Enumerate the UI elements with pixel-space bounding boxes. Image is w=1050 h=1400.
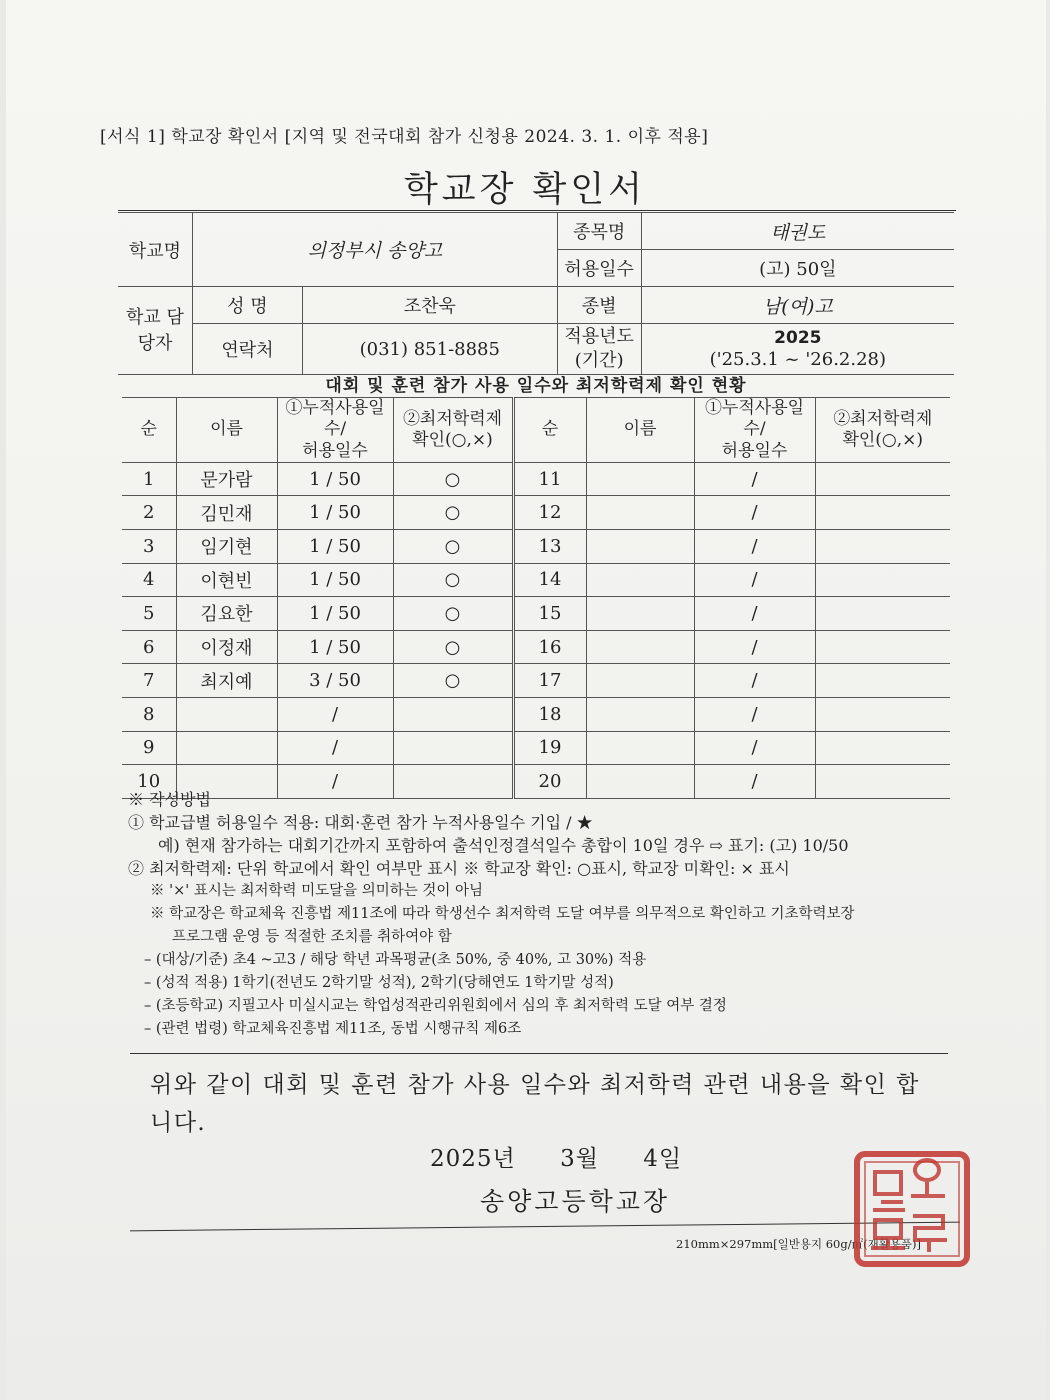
allowed-days-label: 허용일수 bbox=[557, 250, 641, 287]
form-label: [서식 1] 학교장 확인서 [지역 및 전국대회 참가 신청용 2024. 3. 1. 이후 적용] bbox=[100, 127, 709, 147]
note-2-b: ※ 학교장은 학교체육 진흥법 제11조에 따라 학생선수 최저학력 도달 여부를 의무적으로 확인하고 기초학력보장 bbox=[150, 906, 855, 922]
cell-days: 1 / 50 bbox=[277, 496, 393, 530]
name-label: 성 명 bbox=[192, 287, 302, 324]
principal-name: 송양고등학교장 bbox=[480, 1187, 671, 1216]
table-row bbox=[122, 529, 950, 563]
cell-no: 18 bbox=[513, 697, 586, 731]
note-2-b2: 프로그램 운영 등 적절한 조치를 취하여야 함 bbox=[172, 929, 452, 945]
cell-no: 12 bbox=[513, 496, 586, 530]
table-row bbox=[122, 630, 950, 664]
cell-no: 6 bbox=[122, 630, 176, 664]
header-line: 확인(○,×) bbox=[842, 429, 924, 450]
cell-name bbox=[176, 697, 277, 731]
detail-2: – (성적 적용) 1학기(전년도 2학기말 성적), 2학기(당해연도 1학기말 성적) bbox=[144, 975, 614, 991]
cell-days: / bbox=[694, 630, 815, 664]
cell-check bbox=[815, 731, 950, 765]
cell-no: 13 bbox=[513, 529, 586, 563]
cell-no: 15 bbox=[513, 597, 586, 631]
cell-days: / bbox=[694, 563, 815, 597]
cell-name: 김민재 bbox=[176, 496, 277, 530]
info-table bbox=[118, 212, 954, 375]
cell-check bbox=[815, 529, 950, 563]
cell-days: / bbox=[277, 731, 393, 765]
cell-no: 1 bbox=[122, 462, 176, 496]
table-row bbox=[122, 597, 950, 631]
detail-3: – (초등학교) 지필고사 미실시교는 학업성적관리위원회에서 심의 후 최저학력 도달 여부 결정 bbox=[144, 998, 727, 1014]
date-day: 4일 bbox=[643, 1146, 683, 1172]
cell-name bbox=[586, 462, 694, 496]
header-line: 허용일수 bbox=[302, 440, 368, 461]
header-line: ①누적사용일수/ bbox=[704, 398, 805, 440]
cell-no: 9 bbox=[122, 731, 176, 765]
cell-days: / bbox=[277, 765, 393, 799]
cell-no: 20 bbox=[513, 765, 586, 799]
cell-check bbox=[393, 697, 513, 731]
header-name: 이름 bbox=[176, 398, 277, 463]
sport-value: 태권도 bbox=[641, 213, 954, 250]
cell-no: 8 bbox=[122, 697, 176, 731]
cell-check: ○ bbox=[393, 597, 513, 631]
header-name: 이름 bbox=[586, 398, 694, 463]
name-value: 조찬욱 bbox=[302, 287, 557, 324]
cell-days: / bbox=[694, 529, 815, 563]
cell-days: 3 / 50 bbox=[277, 664, 393, 698]
cell-no: 2 bbox=[122, 496, 176, 530]
table-row bbox=[122, 697, 950, 731]
document-title: 학교장 확인서 bbox=[404, 170, 646, 210]
footer-paper-spec: 210mm×297mm[일반용지 60g/㎡(재활용품)] bbox=[676, 1237, 921, 1251]
cell-check: ○ bbox=[393, 664, 513, 698]
date-month: 3월 bbox=[560, 1146, 599, 1172]
cell-days: 1 / 50 bbox=[277, 462, 393, 496]
header-line: 확인(○,×) bbox=[412, 429, 493, 450]
top-rule bbox=[118, 210, 956, 211]
cell-check bbox=[393, 731, 513, 765]
cell-name bbox=[586, 630, 694, 664]
allowed-days-value: (고) 50일 bbox=[641, 250, 954, 287]
cell-check: ○ bbox=[393, 529, 513, 563]
cell-name bbox=[586, 731, 694, 765]
detail-1: – (대상/기준) 초4 ~고3 / 해당 학년 과목평균(초 50%, 중 40%, 고 30%) 적용 bbox=[144, 952, 647, 968]
school-label: 학교명 bbox=[118, 213, 192, 287]
cell-no: 10 bbox=[122, 765, 176, 799]
cell-days: / bbox=[694, 496, 815, 530]
gender-value: 남(여)고 bbox=[641, 287, 954, 324]
cell-name bbox=[586, 563, 694, 597]
table-row bbox=[122, 462, 950, 496]
cell-check: ○ bbox=[393, 462, 513, 496]
gender-label: 종별 bbox=[557, 287, 641, 324]
cell-no: 11 bbox=[513, 462, 586, 496]
cell-days: / bbox=[694, 597, 815, 631]
cell-days: / bbox=[277, 697, 393, 731]
issue-date bbox=[430, 1140, 718, 1173]
table-row bbox=[122, 496, 950, 530]
header-line: 허용일수 bbox=[721, 440, 788, 461]
cell-no: 5 bbox=[122, 597, 176, 631]
cell-name bbox=[586, 597, 694, 631]
manager-label: 학교 담당자 bbox=[118, 287, 192, 375]
year-cell bbox=[641, 324, 954, 375]
section-title: 대회 및 훈련 참가 사용 일수와 최저학력제 확인 현황 bbox=[325, 376, 747, 396]
header-line: ①누적사용일수/ bbox=[285, 398, 385, 440]
cell-name bbox=[586, 697, 694, 731]
header-days bbox=[277, 398, 393, 463]
cell-check bbox=[815, 697, 950, 731]
cell-name bbox=[176, 731, 277, 765]
header-line: ②최저학력제 bbox=[402, 408, 503, 429]
cell-no: 4 bbox=[122, 563, 176, 597]
table-row bbox=[122, 563, 950, 597]
cell-days: 1 / 50 bbox=[277, 630, 393, 664]
notes-heading: ※ 작성방법 bbox=[128, 790, 211, 809]
header-check bbox=[393, 398, 513, 463]
cell-check bbox=[815, 664, 950, 698]
school-value: 의정부시 송양고 bbox=[192, 213, 557, 287]
cell-name bbox=[586, 496, 694, 530]
cell-check bbox=[815, 462, 950, 496]
cell-days: 1 / 50 bbox=[277, 597, 393, 631]
cell-days: / bbox=[694, 731, 815, 765]
cell-check: ○ bbox=[393, 630, 513, 664]
cell-no: 3 bbox=[122, 529, 176, 563]
cell-name: 이현빈 bbox=[176, 563, 277, 597]
cell-name bbox=[586, 529, 694, 563]
cell-check: ○ bbox=[393, 563, 513, 597]
note-2: ② 최저학력제: 단위 학교에서 확인 여부만 표시 ※ 학교장 확인: ○표시, 학교장 미확인: × 표시 bbox=[128, 859, 790, 878]
school-seal-stamp bbox=[853, 1150, 971, 1268]
cell-days: 1 / 50 bbox=[277, 563, 393, 597]
notes-rule bbox=[130, 1053, 948, 1054]
cell-days: / bbox=[694, 765, 815, 799]
header-check bbox=[815, 398, 950, 463]
cell-days: 1 / 50 bbox=[277, 529, 393, 563]
table-row bbox=[122, 664, 950, 698]
cell-name: 문가람 bbox=[176, 462, 277, 496]
table-row bbox=[122, 731, 950, 765]
cell-name: 임기현 bbox=[176, 529, 277, 563]
year-value: 2025 bbox=[774, 328, 822, 348]
header-no: 순 bbox=[122, 398, 176, 463]
year-label: 적용년도 (기간) bbox=[557, 324, 641, 375]
cell-name: 최지예 bbox=[176, 664, 277, 698]
cell-check bbox=[815, 597, 950, 631]
notes-section bbox=[128, 788, 958, 1041]
contact-value: (031) 851-8885 bbox=[302, 324, 557, 375]
detail-4: – (관련 법령) 학교체육진흥법 제11조, 동법 시행규칙 제6조 bbox=[144, 1021, 522, 1037]
cell-days: / bbox=[694, 664, 815, 698]
period-value: ('25.3.1 ~ '26.2.28) bbox=[709, 349, 887, 370]
note-1-example: 예) 현재 참가하는 대회기간까지 포함하여 출석인정결석일수 총합이 10일 경우 ⇨ 표기: (고) 10/50 bbox=[158, 836, 849, 855]
header-no: 순 bbox=[513, 398, 586, 463]
cell-check: ○ bbox=[393, 496, 513, 530]
cell-name bbox=[586, 664, 694, 698]
cell-no: 7 bbox=[122, 664, 176, 698]
cell-no: 16 bbox=[513, 630, 586, 664]
cell-no: 19 bbox=[513, 731, 586, 765]
header-days bbox=[694, 398, 815, 463]
cell-check bbox=[815, 630, 950, 664]
cell-check bbox=[815, 563, 950, 597]
sport-label: 종목명 bbox=[557, 213, 641, 250]
date-year: 2025년 bbox=[430, 1146, 516, 1172]
cell-days: / bbox=[694, 462, 815, 496]
cell-check bbox=[815, 496, 950, 530]
cell-days: / bbox=[694, 697, 815, 731]
cell-no: 17 bbox=[513, 664, 586, 698]
participation-table bbox=[122, 397, 950, 799]
cell-name: 김요한 bbox=[176, 597, 277, 631]
cell-name: 이정재 bbox=[176, 630, 277, 664]
confirmation-text: 위와 같이 대회 및 훈련 참가 사용 일수와 최저학력 관련 내용을 확인 합니다. bbox=[150, 1072, 920, 1136]
cell-no: 14 bbox=[513, 563, 586, 597]
note-2-a: ※ '×' 표시는 최저학력 미도달을 의미하는 것이 아님 bbox=[150, 883, 484, 899]
contact-label: 연락처 bbox=[192, 324, 302, 375]
note-1: ① 학교급별 허용일수 적용: 대회·훈련 참가 누적사용일수 기입 / ★ bbox=[128, 813, 593, 832]
header-line: ②최저학력제 bbox=[833, 408, 933, 429]
